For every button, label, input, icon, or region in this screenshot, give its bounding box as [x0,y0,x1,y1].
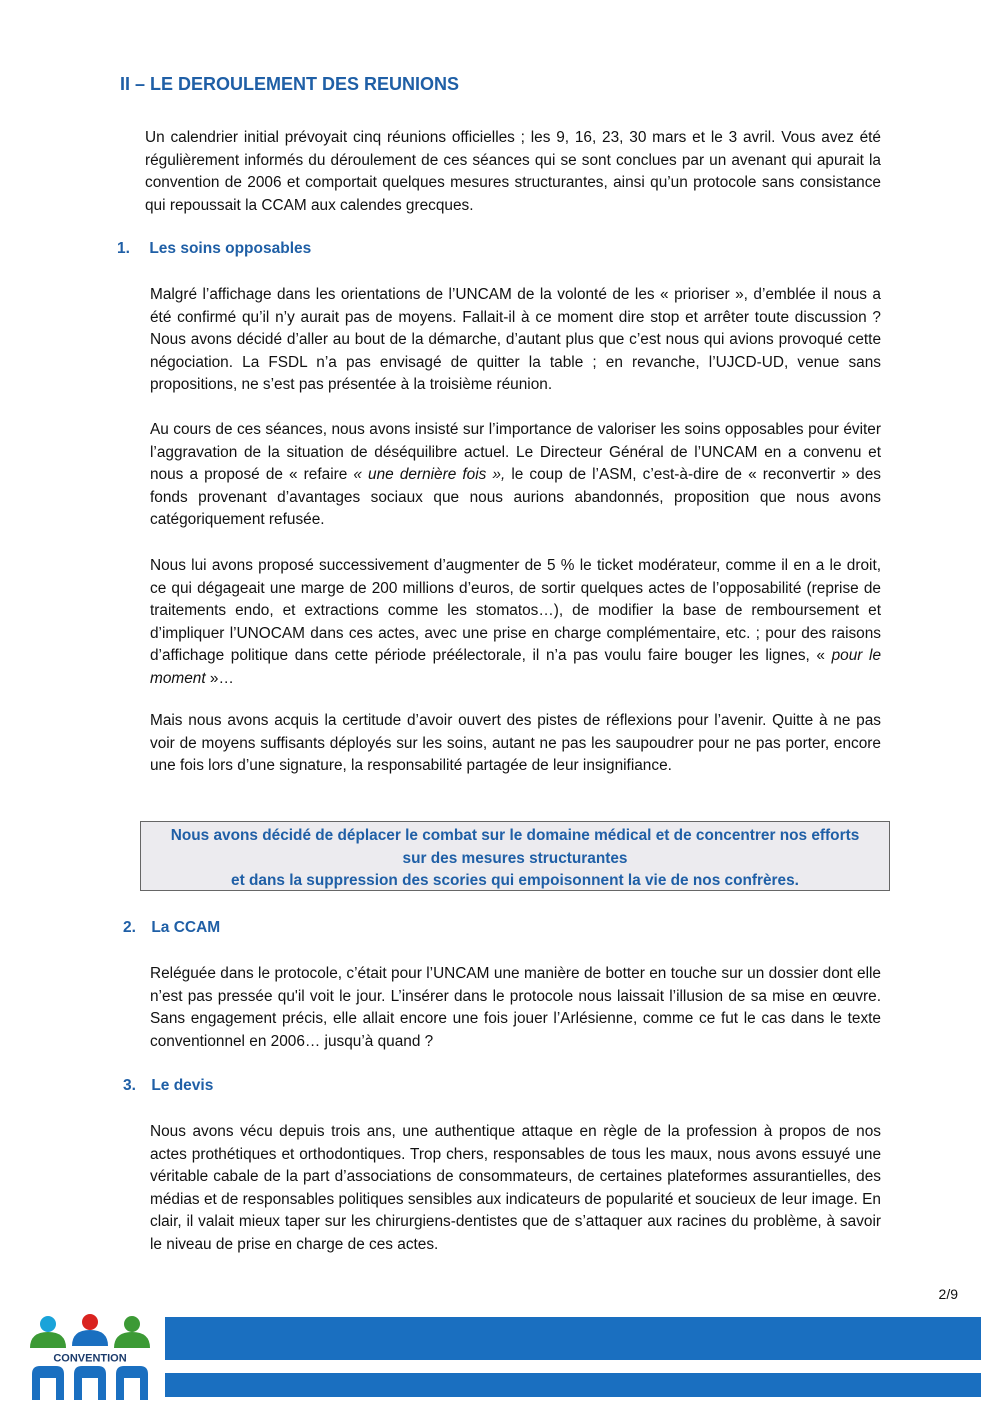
paragraph-soins-3-part-a: Nous lui avons proposé successivement d’augmenter de 5 % le ticket modérateur, comme il en a le droit, ce qui dégageait une marge de 200 millions d’euros, de sortir quelques actes de l’opposabilité (reprise de traitements endo, et extractions comme les stomatos…), de modifier la base de remboursement et d’impliquer l’UNOCAM dans ces actes, avec une prise en charge complémentaire, etc. ; pour des raisons d’affichage politique dans cette période préélectorale, il n’a pas voulu faire bouger les lignes, « [150,557,881,664]
page-title: II – LE DEROULEMENT DES REUNIONS [120,74,460,94]
section-heading-ccam [123,919,220,937]
convention-logo [28,1314,158,1400]
callout-line-3: et dans la suppression des scories qui empoisonnent la vie de nos confrères. [231,872,799,889]
section-title: La CCAM [151,919,221,936]
intro-paragraph: Un calendrier initial prévoyait cinq réunions officielles ; les 9, 16, 23, 30 mars et le 3 avril. Vous avez été régulièrement informés du déroulement de ces séances qui se sont conclues par un avenant qui apurait la convention de 2006 et comportait quelques mesures structurantes, ainsi qu’un protocole sans consistance qui repoussait la CCAM aux calendes grecques. [145,129,881,214]
paragraph-soins-2 [150,419,881,532]
callout-line-1: Nous avons décidé de déplacer le combat sur le domaine médical et de concentrer nos efforts [170,827,860,844]
section-number: 1. [117,240,130,257]
section-title: Les soins opposables [149,240,312,257]
section-number: 3. [123,1077,136,1094]
paragraph-ccam: Reléguée dans le protocole, c’était pour l’UNCAM une manière de botter en touche sur un dossier dont elle n’est pas pressée qu'il voit le jour. L’insérer dans le protocole nous laissait l’illusion de sa mise en œuvre. Sans engagement précis, elle allait encore une fois jouer l’Arlésienne, comme ce fut le cas dans le texte conventionnel en 2006… jusqu’à quand ? [150,965,881,1050]
footer-stripe [165,1360,981,1373]
section-title: Le devis [151,1077,214,1094]
logo-text: CONVENTION [53,1352,127,1365]
paragraph-soins-1: Malgré l’affichage dans les orientations de l’UNCAM de la volonté de les « prioriser », d’emblée il nous a été confirmé qu’il n’y aurait pas de moyens. Fallait-il à ce moment dire stop et arrêter toute discussion ? Nous avons décidé d’aller au bout de la démarche, d’autant plus que c’est nous qui avions provoqué cette négociation. La FSDL n’a pas envisagé de quitter la table ; en revanche, l’UJCD-UD, venue sans propositions, ne s’est pas présentée à la troisième réunion. [150,286,881,393]
page-number: 2/9 [938,1286,958,1302]
paragraph-soins-2-part-c: le coup de l’ASM, c’est-à-dire de « reconvertir » des fonds provenant d’avantages sociaux que nous aurions abandonnés, proposition que nous avons catégoriquement refusée. [150,466,881,528]
paragraph-soins-2-part-a: Au cours de ces séances, nous avons insisté sur l’importance de valoriser les soins opposables pour éviter l’aggravation de la situation de déséquilibre actuel. Le Directeur Général de l’UNCAM en a convenu et nous a proposé de « refaire [150,421,881,483]
footer-band [165,1317,981,1397]
paragraph-soins-3-quote: pour le moment [150,647,882,687]
paragraph-devis: Nous avons vécu depuis trois ans, une authentique attaque en règle de la profession à propos de nos actes prothétiques et orthodontiques. Trop chers, responsables de tous les maux, nous avons essuyé une véritable cabale de la part d’associations de consommateurs, de certaines plateformes assurantielles, des médias et de responsables politiques sensibles aux indicateurs de popularité et soucieux de leur image. En clair, il valait mieux taper sur les chirurgiens-dentistes que de s’attaquer aux racines du problème, à savoir le niveau de prise en charge de ces actes. [150,1123,881,1253]
section-number: 2. [123,919,136,936]
highlight-callout-box [140,821,890,891]
paragraph-soins-3 [150,555,881,690]
section-heading-devis [123,1077,213,1095]
paragraph-soins-2-quote: « une dernière fois », [353,466,506,483]
convention-logo-icon [28,1314,158,1400]
callout-line-2: sur des mesures structurantes [402,849,628,867]
paragraph-soins-3-part-c: »… [205,669,234,687]
section-heading-soins-opposables [117,240,311,258]
paragraph-soins-4: Mais nous avons acquis la certitude d’avoir ouvert des pistes de réflexions pour l’avenir. Quitte à ne pas voir de moyens suffisants déployés sur les soins, autant ne pas les saupoudrer pour ne pas porter, encore une fois lors d’une signature, la responsabilité partagée de leur insignifiance. [150,712,881,774]
